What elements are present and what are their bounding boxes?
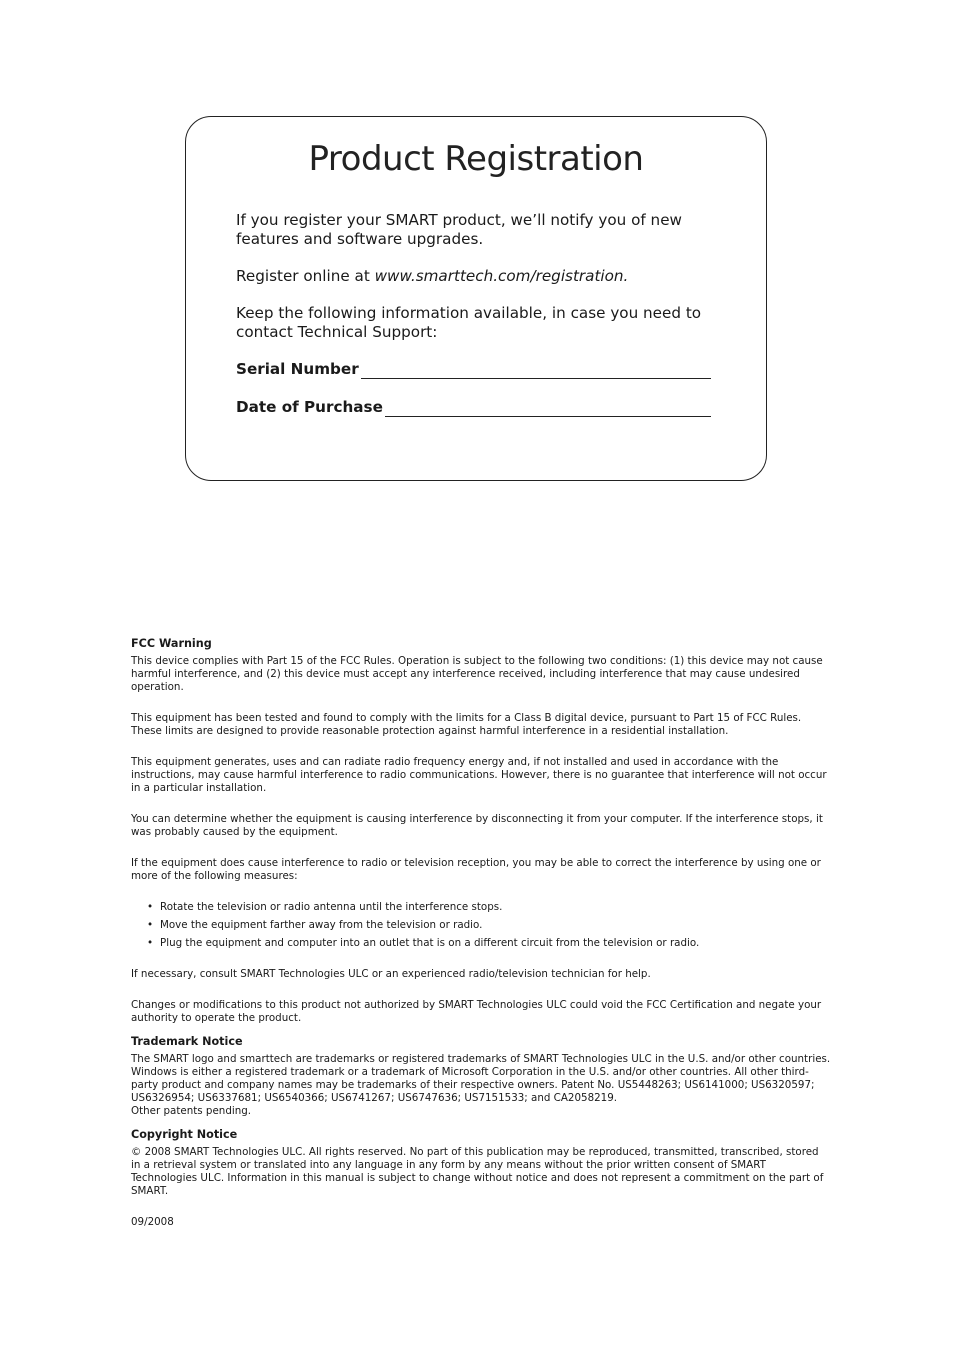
fcc-measures-list	[131, 901, 831, 950]
fcc-paragraph: This device complies with Part 15 of the FCC Rules. Operation is subject to the following two conditions: (1) this device may not cause harmful interference, and (2) this device must accept any interference received, including interference that may cause undesired operation.	[131, 655, 823, 693]
list-item: • Plug the equipment and computer into an outlet that is on a different circuit from the television or radio.	[160, 937, 831, 950]
fcc-paragraph: If the equipment does cause interference to radio or television reception, you may be able to correct the interference by using one or more of the following measures:	[131, 857, 821, 882]
trademark-body: The SMART logo and smarttech are trademarks or registered trademarks of SMART Technologies ULC in the U.S. and/or other countries. Windows is either a registered trademark or a trademark of Microsoft Corporation in the U.S. and/or other countries. All other third-party product and company names may be trademarks of their respective owners. Patent No. US5448263; US6141000; US6320597; US6326954; US6337681; US6540366; US6741267; US6747636; US7151533; and CA2058219.	[131, 1053, 831, 1104]
date-of-purchase-label: Date of Purchase	[236, 398, 383, 416]
list-item: • Move the equipment farther away from the television or radio.	[160, 919, 831, 932]
online-prefix: Register online at	[236, 267, 375, 285]
registration-box	[185, 116, 767, 481]
registration-title: Product Registration	[308, 139, 644, 179]
registration-intro: If you register your SMART product, we’ll notify you of new features and software upgrades.	[236, 211, 682, 248]
list-item: • Rotate the television or radio antenna until the interference stops.	[160, 901, 831, 914]
copyright-heading: Copyright Notice	[131, 1128, 238, 1141]
fcc-paragraph: You can determine whether the equipment is causing interference by disconnecting it from your computer. If the interference stops, it was probably caused by the equipment.	[131, 813, 823, 838]
registration-online	[236, 267, 726, 286]
fcc-consult: If necessary, consult SMART Technologies ULC or an experienced radio/television technician for help.	[131, 968, 651, 980]
fcc-changes: Changes or modifications to this product not authorized by SMART Technologies ULC could void the FCC Certification and negate your authority to operate the product.	[131, 999, 822, 1024]
fcc-paragraph: This equipment has been tested and found to comply with the limits for a Class B digital device, pursuant to Part 15 of FCC Rules. These limits are designed to provide reasonable protection against harmful interference in a residential installation.	[131, 712, 802, 737]
date-of-purchase-field	[236, 398, 726, 417]
publication-date: 09/2008	[131, 1216, 174, 1228]
serial-number-field	[236, 360, 726, 379]
trademark-pending: Other patents pending.	[131, 1105, 252, 1117]
date-of-purchase-line	[385, 402, 711, 417]
registration-keep-info: Keep the following information available, in case you need to contact Technical Support:	[236, 304, 702, 341]
serial-number-line	[361, 364, 711, 379]
fcc-heading: FCC Warning	[131, 637, 212, 650]
fcc-paragraph: This equipment generates, uses and can radiate radio frequency energy and, if not installed and used in accordance with the instructions, may cause harmful interference to radio communications. However, there is no guarantee that interference will not occur in a particular installation.	[131, 756, 827, 794]
copyright-text: © 2008 SMART Technologies ULC. All rights reserved. No part of this publication may be reproduced, transmitted, transcribed, stored in a retrieval system or translated into any language in any form by any means without the prior written consent of SMART Technologies ULC. Information in this manual is subject to change without notice and does not represent a commitment on the part of SMART.	[131, 1146, 824, 1197]
registration-body	[236, 211, 726, 436]
registration-url[interactable]: www.smarttech.com/registration.	[374, 267, 629, 285]
trademark-text	[131, 1053, 831, 1118]
serial-number-label: Serial Number	[236, 360, 359, 378]
legal-notices	[131, 637, 831, 1229]
trademark-heading: Trademark Notice	[131, 1035, 243, 1048]
